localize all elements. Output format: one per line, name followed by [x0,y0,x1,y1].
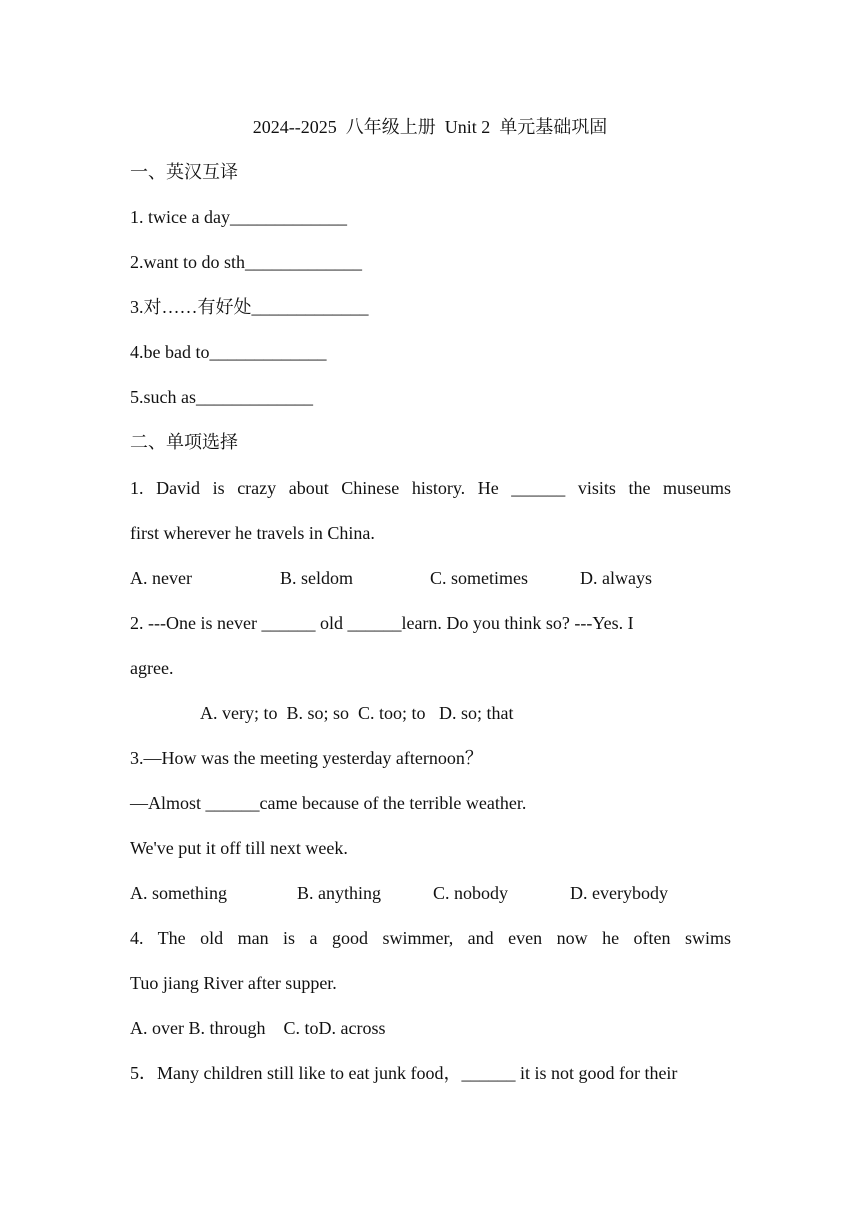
translation-item-2: 2.want to do sth_____________ [130,252,362,272]
question-3-line-1: 3.—How was the meeting yesterday afternoon？ [130,748,483,768]
question-1-line-1: 1. David is crazy about Chinese history. He ______ visits the museums [130,478,731,498]
page-title: 2024--2025 八年级上册 Unit 2 单元基础巩固 [252,117,608,137]
question-1-option-c: C. sometimes [430,568,528,588]
section-heading-choice: 二、单项选择 [130,432,238,452]
question-4-options: A. over B. through C. toD. across [130,1018,386,1038]
question-3-line-2: —Almost ______came because of the terrible weather. [130,793,527,813]
section-heading-translation: 一、英汉互译 [130,162,238,182]
question-3-option-a: A. something [130,883,227,903]
question-3-option-d: D. everybody [570,883,668,903]
translation-item-5: 5.such as_____________ [130,387,313,407]
question-1-option-b: B. seldom [280,568,354,588]
question-2-options: A. very; to B. so; so C. too; to D. so; that [200,703,514,723]
question-5-line-1: 5．Many children still like to eat junk food，______ it is not good for their [130,1063,678,1083]
translation-item-1: 1. twice a day_____________ [130,207,347,227]
question-1-option-a: A. never [130,568,192,588]
question-3-option-c: C. nobody [433,883,509,903]
question-3-option-b: B. anything [297,883,381,903]
question-1-option-d: D. always [580,568,652,588]
question-3-line-3: We've put it off till next week. [130,838,348,858]
question-2-line-2: agree. [130,658,174,678]
question-4-line-1: 4. The old man is a good swimmer, and even now he often swims [130,928,731,948]
translation-item-3: 3.对……有好处_____________ [130,297,369,317]
question-1-line-2: first wherever he travels in China. [130,523,375,543]
question-2-line-1: 2. ---One is never ______ old ______learn. Do you think so? ---Yes. I [130,613,634,633]
question-4-line-2: Tuo jiang River after supper. [130,973,337,993]
translation-item-4: 4.be bad to_____________ [130,342,327,362]
